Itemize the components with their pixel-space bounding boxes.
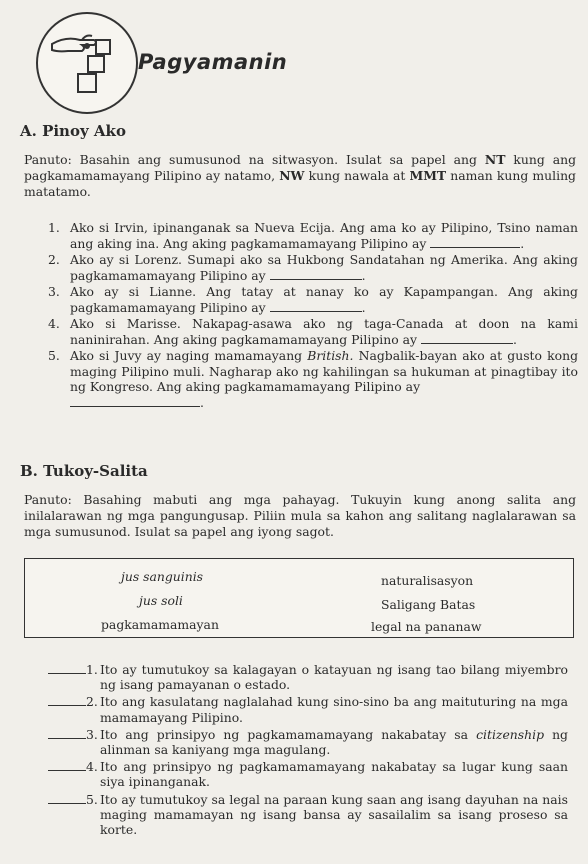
word-option: Saligang Batas — [381, 597, 476, 612]
answer-blank[interactable] — [48, 803, 86, 804]
word-option: jus soli — [139, 593, 183, 608]
list-item: 1. Ito ay tumutukoy sa kalagayan o katayuan ng isang tao bilang miyembro ng isang pamayanan o estado. — [48, 662, 568, 692]
list-item: 2. Ito ang kasulatang naglalahad kung sino-sino ba ang maituturing na mga mamamayang Pilipino. — [48, 694, 568, 724]
word-option: naturalisasyon — [381, 573, 474, 588]
answer-blank[interactable] — [270, 269, 362, 280]
word-option: jus sanguinis — [121, 569, 204, 584]
word-option: pagkamamamayan — [101, 617, 219, 632]
answer-blank[interactable] — [270, 301, 362, 312]
section-a-instructions: Panuto: Basahin ang sumusunod na sitwasyon. Isulat sa papel ang NT kung ang pagkamamamayang Pilipino ay natamo, NW kung nawala at MMT naman kung muling matatamo. — [24, 152, 577, 199]
code-nw: NW — [279, 168, 305, 183]
answer-blank[interactable] — [421, 333, 513, 344]
answer-blank[interactable] — [48, 673, 86, 674]
instructions-label: Panuto: — [24, 152, 72, 167]
list-item: 3. Ito ang prinsipyo ng pagkamamamayang nakabatay sa citizenship ng alinman sa kaniyang mga magulang. — [48, 727, 568, 757]
situation-list — [48, 220, 578, 411]
list-item: 4. Ako si Marisse. Nakapag-asawa ako ng taga-Canada at doon na kami naninirahan. Ang aking pagkamamamayang Pilipino ay . — [48, 316, 578, 347]
list-item: 2. Ako ay si Lorenz. Sumapi ako sa Hukbong Sandatahan ng Amerika. Ang aking pagkamamamayang Pilipino ay . — [48, 252, 578, 283]
list-item: 5. Ako si Juvy ay naging mamamayang British. Nagbalik-bayan ako at gusto kong maging Pilipino muli. Nagharap ako ng kahilingan sa hukuman at pinagtibay ito ng Kongreso. Ang aking pagkamamamayang Pilipino ay . — [48, 348, 578, 410]
page-header — [30, 12, 570, 112]
list-item: 5. Ito ay tumutukoy sa legal na paraan kung saan ang isang dayuhan na nais maging mamamayan ng isang bansa ay sasailalim sa isang proseso sa korte. — [48, 792, 568, 838]
code-mmt: MMT — [409, 168, 447, 183]
word-box — [24, 558, 574, 638]
section-a-heading: A. Pinoy Ako — [20, 122, 126, 140]
code-nt: NT — [484, 152, 506, 167]
hand-building-blocks-icon — [36, 12, 138, 114]
logo-illustration — [38, 14, 136, 112]
answer-blank[interactable] — [430, 237, 520, 248]
word-option: legal na pananaw — [371, 619, 482, 634]
list-item: 4. Ito ang prinsipyo ng pagkamamamayang nakabatay sa lugar kung saan siya ipinanganak. — [48, 759, 568, 789]
section-b-heading: B. Tukoy-Salita — [20, 462, 148, 480]
answer-blank[interactable] — [48, 705, 86, 706]
answer-blank[interactable] — [48, 738, 86, 739]
list-item: 3. Ako ay si Lianne. Ang tatay at nanay ko ay Kapampangan. Ang aking pagkamamamayang Pilipino ay . — [48, 284, 578, 315]
answer-blank[interactable] — [70, 396, 200, 407]
answer-blank[interactable] — [48, 770, 86, 771]
section-b-instructions: Panuto: Basahing mabuti ang mga pahayag. Tukuyin kung anong salita ang inilalarawan ng mga pangungusap. Piliin mula sa kahon ang salitang naglalarawan sa mga sumusunod. Isulat sa papel ang iyong sagot. — [24, 492, 576, 539]
instructions-label: Panuto: — [24, 492, 72, 507]
list-item: 1. Ako si Irvin, ipinanganak sa Nueva Ecija. Ang ama ko ay Pilipino, Tsino naman ang aking ina. Ang aking pagkamamamayang Pilipino ay . — [48, 220, 578, 251]
question-list — [48, 662, 568, 839]
page-title: Pagyamanin — [138, 50, 288, 74]
